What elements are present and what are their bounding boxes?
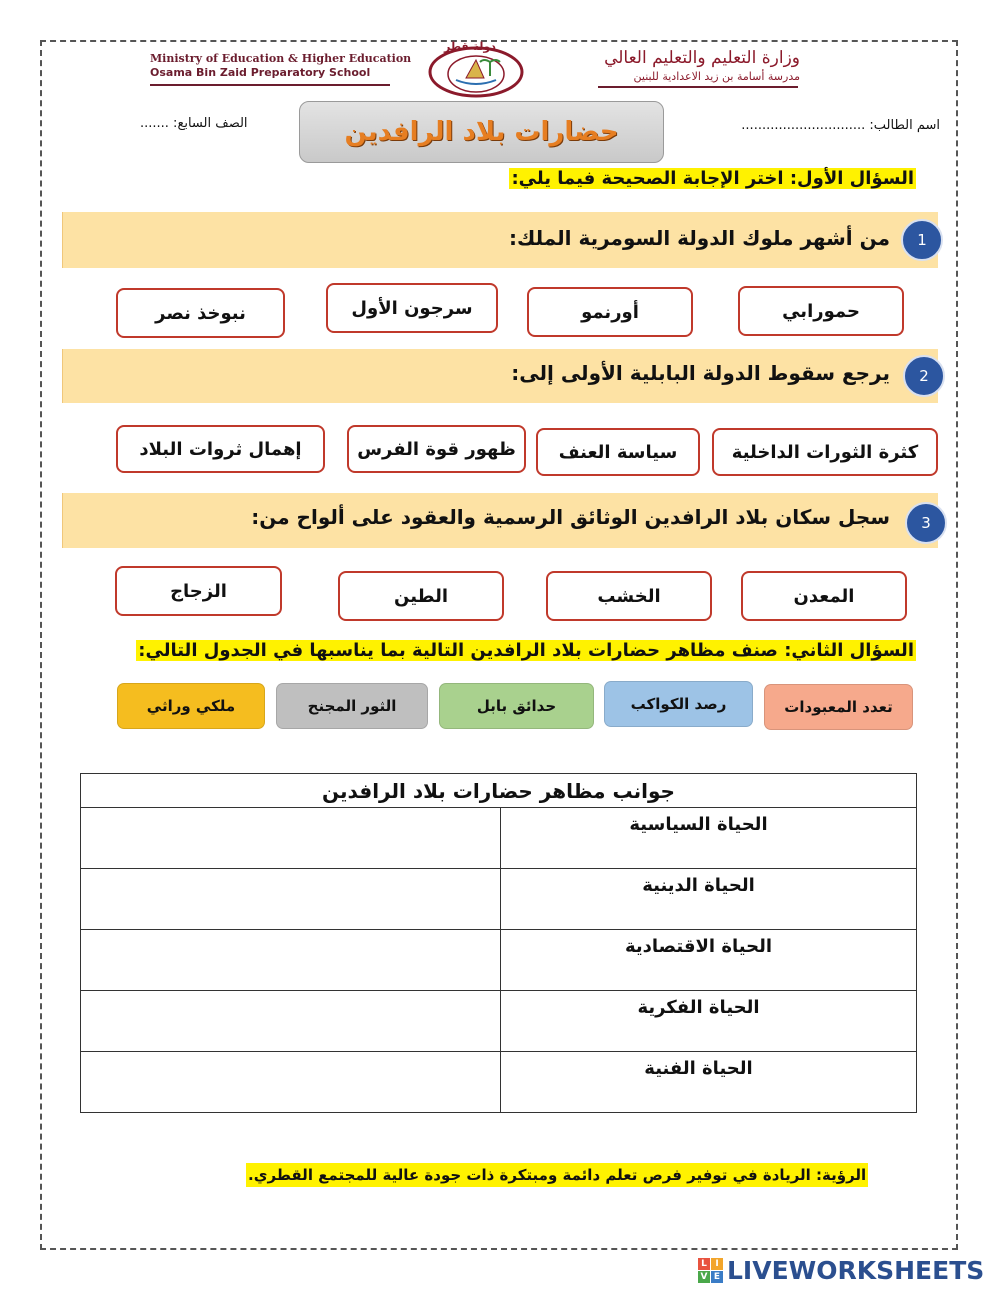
answer-option[interactable]: الطين <box>338 571 504 621</box>
question-text: من أشهر ملوك الدولة السومرية الملك: <box>508 226 890 250</box>
answer-option[interactable]: إهمال ثروات البلاد <box>116 425 325 473</box>
drop-zone[interactable] <box>81 991 501 1052</box>
draggable-chip[interactable]: حدائق بابل <box>439 683 594 729</box>
school-name-en: Osama Bin Zaid Preparatory School <box>150 66 371 79</box>
worksheet-title: حضارات بلاد الرافدين <box>344 117 619 147</box>
school-name-ar: مدرسة أسامة بن زيد الاعدادية للبنين <box>633 70 800 83</box>
drop-zone[interactable] <box>81 1052 501 1113</box>
ministry-name-ar: وزارة التعليم والتعليم العالي <box>604 48 800 68</box>
classification-table <box>80 773 917 1113</box>
header-divider-left <box>150 84 390 86</box>
table-row <box>81 1052 917 1113</box>
liveworksheets-brand <box>698 1256 984 1285</box>
answer-option[interactable]: نبوخذ نصر <box>116 288 285 338</box>
logo-letter: E <box>711 1271 723 1283</box>
answer-option[interactable]: ظهور قوة الفرس <box>347 425 526 473</box>
drop-zone[interactable] <box>81 808 501 869</box>
row-label: الحياة الفنية <box>501 1052 917 1113</box>
logo-letter: I <box>711 1258 723 1270</box>
question-number-badge: 2 <box>903 355 945 397</box>
answer-option[interactable]: أورنمو <box>527 287 693 337</box>
ministry-name-en: Ministry of Education & Higher Education <box>150 52 412 65</box>
table-row <box>81 991 917 1052</box>
answer-option[interactable]: سرجون الأول <box>326 283 498 333</box>
drop-zone[interactable] <box>81 869 501 930</box>
logo-letter: L <box>698 1258 710 1270</box>
question-text: سجل سكان بلاد الرافدين الوثائق الرسمية والعقود على ألواح من: <box>251 505 890 529</box>
table-row <box>81 930 917 991</box>
draggable-chip[interactable]: رصد الكواكب <box>604 681 753 727</box>
logo-caption: دولة قطر <box>444 40 496 53</box>
logo-letter: V <box>698 1271 710 1283</box>
answer-option[interactable]: الزجاج <box>115 566 282 616</box>
worksheet-title-box <box>299 101 664 163</box>
vision-statement: الرؤية: الريادة في توفير فرص تعلم دائمة ومبتكرة ذات جودة عالية للمجتمع القطري. <box>246 1163 868 1187</box>
section2-instruction: السؤال الثاني: صنف مظاهر حضارات بلاد الرافدين التالية بما يناسبها في الجدول التالي: <box>138 640 914 661</box>
answer-option[interactable]: سياسة العنف <box>536 428 700 476</box>
brand-name: LIVEWORKSHEETS <box>727 1256 985 1285</box>
row-label: الحياة الدينية <box>501 869 917 930</box>
table-row <box>81 869 917 930</box>
answer-option[interactable]: الخشب <box>546 571 712 621</box>
draggable-chip[interactable]: ملكي وراثي <box>117 683 265 729</box>
header-divider-right <box>598 86 798 88</box>
grade-label: الصف السابع: ....... <box>140 116 248 131</box>
liveworksheets-logo-icon <box>698 1258 723 1283</box>
answer-option[interactable]: المعدن <box>741 571 907 621</box>
draggable-chip[interactable]: تعدد المعبودات <box>764 684 913 730</box>
question-number-badge: 3 <box>905 502 947 544</box>
table-row <box>81 808 917 869</box>
row-label: الحياة الفكرية <box>501 991 917 1052</box>
student-name-label: اسم الطالب: .............................. <box>741 118 940 133</box>
draggable-chip[interactable]: الثور المجنح <box>276 683 428 729</box>
row-label: الحياة السياسية <box>501 808 917 869</box>
answer-option[interactable]: كثرة الثورات الداخلية <box>712 428 938 476</box>
row-label: الحياة الاقتصادية <box>501 930 917 991</box>
table-header-row <box>81 774 917 808</box>
answer-option[interactable]: حمورابي <box>738 286 904 336</box>
question-text: يرجع سقوط الدولة البابلية الأولى إلى: <box>511 361 890 385</box>
drop-zone[interactable] <box>81 930 501 991</box>
question-number-badge: 1 <box>901 219 943 261</box>
section1-instruction: السؤال الأول: اختر الإجابة الصحيحة فيما يلي: <box>511 168 914 189</box>
table-title: جوانب مظاهر حضارات بلاد الرافدين <box>81 774 917 808</box>
